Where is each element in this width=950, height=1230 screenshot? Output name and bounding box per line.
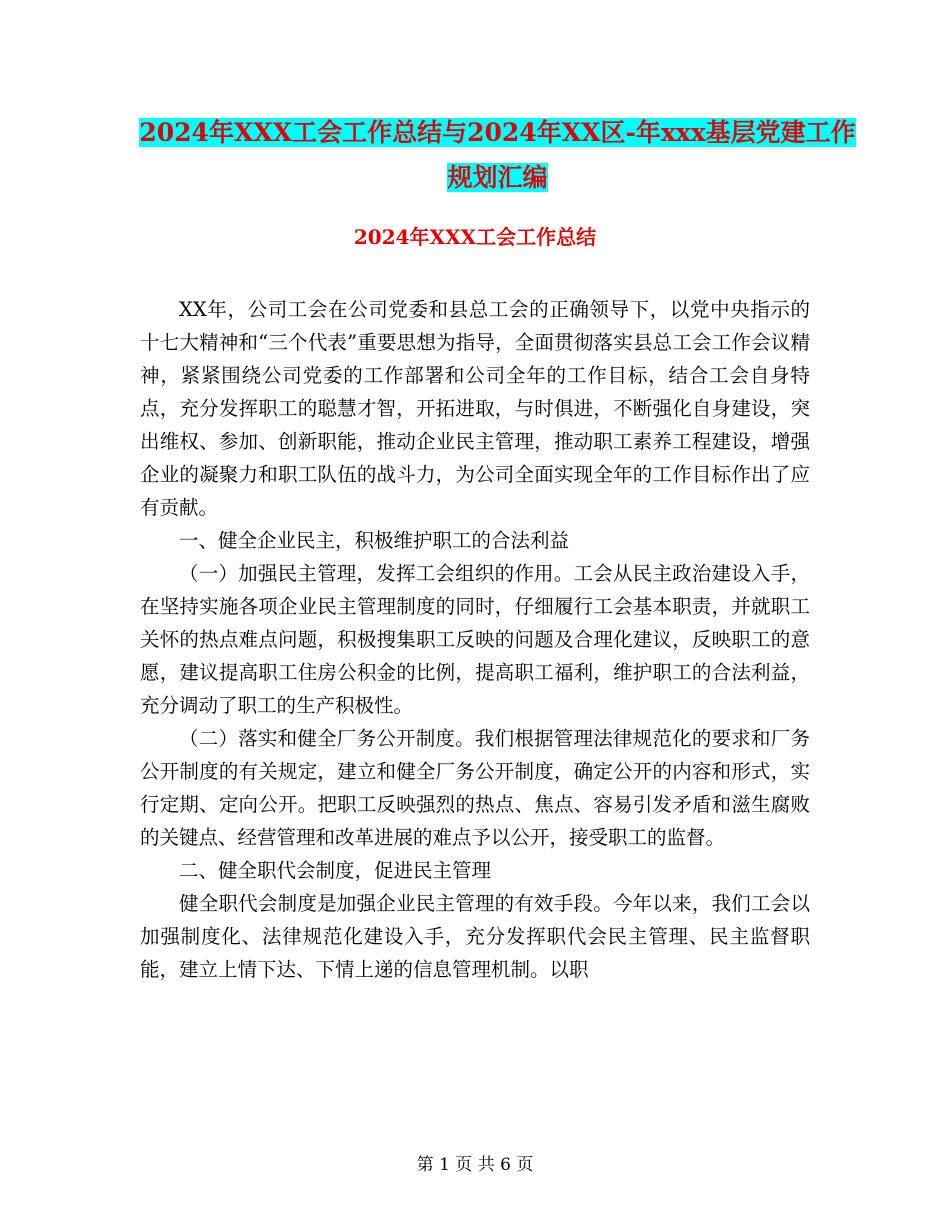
page-footer: 第 1 页 共 6 页 <box>416 1155 534 1175</box>
document-title <box>130 110 865 200</box>
document-body <box>140 293 810 986</box>
section-title: 2024年XXX工会工作总结 <box>353 225 597 249</box>
heading-section-2: 二、健全职代会制度，促进民主管理 <box>179 859 492 882</box>
paragraph-2: 健全职代会制度是加强企业民主管理的有效手段。今年以来，我们工会以加强制度化、法律规范化建设入手，充分发挥职代会民主管理、民主监督职能，建立上情下达、下情上递的信息管理机制。以职 <box>140 892 810 981</box>
heading-section-1: 一、健全企业民主，积极维护职工的合法利益 <box>179 529 570 552</box>
paragraph-1-1: （一）加强民主管理，发挥工会组织的作用。工会从民主政治建设入手，在坚持实施各项企业民主管理制度的同时，仔细履行工会基本职责，并就职工关怀的热点难点问题，积极搜集职工反映的问题及合理化建议，反映职工的意愿，建议提高职工住房公积金的比例，提高职工福利，维护职工的合法利益，充分调动了职工的生产积极性。 <box>140 562 810 717</box>
document-title-text: 2024年XXX工会工作总结与2024年XX区-年xxx基层党建工作规划汇编 <box>139 118 856 192</box>
paragraph-intro: XX年，公司工会在公司党委和县总工会的正确领导下，以党中央指示的十七大精神和“三个代表”重要思想为指导，全面贯彻落实县总工会工作会议精神，紧紧围绕公司党委的工作部署和公司全年的工作目标，结合工会自身特点，充分发挥职工的聪慧才智，开拓进取，与时俱进，不断强化自身建设，突出维权、参加、创新职能，推动企业民主管理，推动职工素养工程建设，增强企业的凝聚力和职工队伍的战斗力，为公司全面实现全年的工作目标作出了应有贡献。 <box>140 298 810 519</box>
paragraph-1-2: （二）落实和健全厂务公开制度。我们根据管理法律规范化的要求和厂务公开制度的有关规定，建立和健全厂务公开制度，确定公开的内容和形式，实行定期、定向公开。把职工反映强烈的热点、焦点、容易引发矛盾和滋生腐败的关键点、经营管理和改革进展的难点予以公开，接受职工的监督。 <box>140 727 810 849</box>
